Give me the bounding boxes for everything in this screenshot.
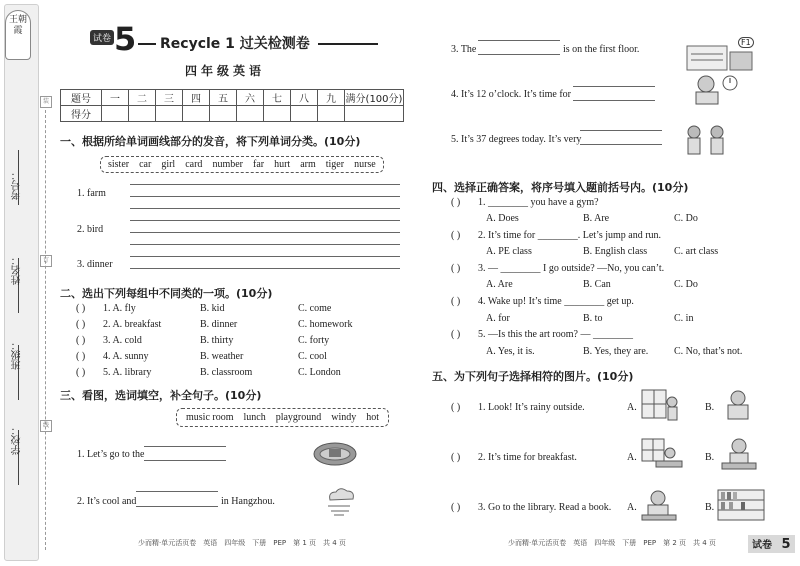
score-cell[interactable] xyxy=(210,106,237,122)
score-cell[interactable] xyxy=(156,106,183,122)
score-cell[interactable] xyxy=(183,106,210,122)
test-badge-label: 试卷 xyxy=(90,30,114,45)
answer-line[interactable] xyxy=(130,196,400,197)
page-tag xyxy=(748,535,795,553)
question-text: 2. It’s time for ________. Let’s jump and run. xyxy=(478,230,662,241)
answer-paren[interactable]: ( ) xyxy=(451,263,461,274)
picture-option-a[interactable]: A. xyxy=(627,452,637,463)
answer-line[interactable] xyxy=(130,220,400,221)
blank-line[interactable] xyxy=(136,506,218,507)
section4-heading: 四、选择正确答案，将序号填入题前括号内。(10分) xyxy=(432,181,689,194)
picture-option-a[interactable]: A. xyxy=(627,502,637,513)
option-a: 2. A. breakfast xyxy=(103,319,162,330)
question-text: 4. Wake up! It’s time ________ get up. xyxy=(478,296,634,307)
rainy-window-picture[interactable] xyxy=(640,388,680,422)
answer-line[interactable] xyxy=(130,232,400,233)
page-tag-label: 试卷 xyxy=(752,540,772,551)
question-text: 1. Look! It’s rainy outside. xyxy=(478,402,585,413)
page-title: Recycle 1 过关检测卷 xyxy=(160,36,310,52)
option-b: B. weather xyxy=(200,351,244,362)
score-col: 一 xyxy=(102,90,129,106)
full-score-col: 满分(100分) xyxy=(345,90,404,106)
score-col: 七 xyxy=(264,90,291,106)
footer-right: 少而精·单元活页卷 英语 四年级 下册 PEP 第 2 页 共 4 页 xyxy=(508,539,716,547)
section3-word-bank xyxy=(176,408,389,427)
option-a: A. for xyxy=(486,313,510,324)
answer-paren[interactable]: ( ) xyxy=(451,452,461,463)
option-b: B. Are xyxy=(583,213,610,224)
score-table xyxy=(60,89,404,122)
option-c: C. cool xyxy=(298,351,327,362)
option-a: A. Yes, it is. xyxy=(486,346,535,357)
option-c: C. Do xyxy=(674,279,698,290)
answer-paren[interactable]: ( ) xyxy=(451,402,461,413)
option-b: B. kid xyxy=(200,303,225,314)
question-text: 3. Go to the library. Read a book. xyxy=(478,502,612,513)
picture-option-b[interactable]: B. xyxy=(705,402,715,413)
option-b: B. Can xyxy=(583,279,611,290)
question-text: 3. — ________ I go outside? —No, you can’t. xyxy=(478,263,665,274)
option-b: B. classroom xyxy=(200,367,253,378)
option-a: A. Are xyxy=(486,279,513,290)
option-b: B. Yes, they are. xyxy=(583,346,649,357)
section1-heading: 一、根据所给单词画线部分的发音，将下列单词分类。(10分) xyxy=(60,135,361,148)
word: far xyxy=(252,159,265,170)
section3-heading: 三、看图，选词填空，补全句子。(10分) xyxy=(60,389,262,402)
blank-line[interactable] xyxy=(573,100,655,101)
answer-paren[interactable]: ( ) xyxy=(76,319,86,330)
word: lunch xyxy=(243,412,266,423)
blank-line[interactable] xyxy=(478,40,560,41)
word: windy xyxy=(331,412,357,423)
option-c: C. London xyxy=(298,367,341,378)
binding-marker: 装 xyxy=(40,96,52,108)
page-tag-number: 5 xyxy=(781,537,791,552)
answer-paren[interactable]: ( ) xyxy=(451,296,461,307)
answer-paren[interactable]: ( ) xyxy=(451,197,461,208)
blank-line[interactable] xyxy=(136,491,218,492)
child-at-desk-picture[interactable] xyxy=(640,437,684,471)
word: arm xyxy=(300,159,316,170)
blank-line[interactable] xyxy=(580,144,662,145)
child-reading-picture[interactable] xyxy=(718,388,758,422)
title-rule xyxy=(318,43,378,45)
answer-line[interactable] xyxy=(130,244,400,245)
blank-line[interactable] xyxy=(478,54,560,55)
answer-line[interactable] xyxy=(130,184,400,185)
question-text: 2. It’s time for breakfast. xyxy=(478,452,577,463)
option-b: B. thirty xyxy=(200,335,234,346)
picture-option-a[interactable]: A. xyxy=(627,402,637,413)
section3-q2: 2. It’s cool and xyxy=(77,496,137,507)
test-badge-number: 5 xyxy=(114,20,137,58)
option-c: C. in xyxy=(674,313,694,324)
answer-paren[interactable]: ( ) xyxy=(76,351,86,362)
answer-paren[interactable]: ( ) xyxy=(451,502,461,513)
score-col: 九 xyxy=(318,90,345,106)
option-c: C. come xyxy=(298,303,332,314)
section5-heading: 五、为下列句子选择相符的图片。(10分) xyxy=(432,370,634,383)
score-col: 四 xyxy=(183,90,210,106)
answer-paren[interactable]: ( ) xyxy=(76,335,86,346)
child-eating-picture[interactable] xyxy=(718,437,760,471)
floor-tag: F1 xyxy=(738,37,754,48)
option-a: A. PE class xyxy=(486,246,532,257)
binding-marker: 订 xyxy=(40,255,52,267)
option-a: 3. A. cold xyxy=(103,335,142,346)
section3-q5: 5. It’s 37 degrees today. It’s very xyxy=(451,134,582,145)
section3-q3: 3. The xyxy=(451,44,477,55)
publisher-logo: 王朝霞 xyxy=(5,10,31,60)
word: music room xyxy=(186,412,234,423)
score-cell[interactable] xyxy=(264,106,291,122)
section3-q1: 1. Let’s go to the xyxy=(77,449,145,460)
section2-heading: 二、选出下列每组中不同类的一项。(10分) xyxy=(60,287,273,300)
score-row-label: 得分 xyxy=(61,106,102,122)
answer-line[interactable] xyxy=(130,208,400,209)
picture-option-b[interactable]: B. xyxy=(705,502,715,513)
section1-item-3: 3. dinner xyxy=(77,259,113,270)
option-c: C. No, that’s not. xyxy=(674,346,743,357)
score-cell[interactable] xyxy=(345,106,404,122)
word: tiger xyxy=(325,159,345,170)
score-table-header: 题号 xyxy=(61,90,102,106)
word: hot xyxy=(366,412,380,423)
score-cell[interactable] xyxy=(102,106,129,122)
score-col: 八 xyxy=(291,90,318,106)
score-cell[interactable] xyxy=(237,106,264,122)
answer-paren[interactable]: ( ) xyxy=(451,329,461,340)
score-cell[interactable] xyxy=(291,106,318,122)
name-label: 姓名： xyxy=(12,255,23,285)
section3-q4: 4. It’s 12 o’clock. It’s time for xyxy=(451,89,571,100)
school-label: 学校： xyxy=(12,425,23,455)
exam-no-label: 考号： xyxy=(12,170,23,200)
word: car xyxy=(139,159,152,170)
score-cell[interactable] xyxy=(318,106,345,122)
question-text: 5. —Is this the art room? — ________ xyxy=(478,329,633,340)
blank-line[interactable] xyxy=(144,446,226,447)
class-label: 班级： xyxy=(12,340,23,370)
word: playground xyxy=(275,412,322,423)
score-col: 六 xyxy=(237,90,264,106)
blank-line[interactable] xyxy=(144,460,226,461)
blank-line[interactable] xyxy=(580,130,662,131)
score-cell[interactable] xyxy=(129,106,156,122)
title-rule xyxy=(138,43,156,45)
blank-line[interactable] xyxy=(573,86,655,87)
windy-weather-picture xyxy=(322,486,358,518)
option-c: C. homework xyxy=(298,319,353,330)
footer-left: 少而精·单元活页卷 英语 四年级 下册 PEP 第 1 页 共 4 页 xyxy=(138,539,346,547)
word: nurse xyxy=(354,159,376,170)
playground-picture xyxy=(312,440,358,466)
section1-item-2: 2. bird xyxy=(77,224,104,235)
word: sister xyxy=(108,159,130,170)
word: hurt xyxy=(274,159,291,170)
option-a: A. Does xyxy=(486,213,519,224)
option-a: 5. A. library xyxy=(103,367,152,378)
score-col: 五 xyxy=(210,90,237,106)
word: number xyxy=(212,159,243,170)
section3-q3-tail: is on the first floor. xyxy=(563,44,640,55)
answer-line[interactable] xyxy=(130,256,400,257)
score-col: 三 xyxy=(156,90,183,106)
section1-word-bank xyxy=(100,156,384,173)
section1-item-1: 1. farm xyxy=(77,188,106,199)
option-b: B. dinner xyxy=(200,319,238,330)
page-subtitle: 四年级英语 xyxy=(185,64,266,78)
word: card xyxy=(185,159,203,170)
option-c: C. Do xyxy=(674,213,698,224)
answer-paren[interactable]: ( ) xyxy=(76,367,86,378)
picture-option-b[interactable]: B. xyxy=(705,452,715,463)
hot-weather-picture xyxy=(684,122,730,158)
score-col: 二 xyxy=(129,90,156,106)
answer-paren[interactable]: ( ) xyxy=(451,230,461,241)
question-text: 1. ________ you have a gym? xyxy=(478,197,599,208)
lunch-time-picture xyxy=(690,73,740,107)
option-a: 1. A. fly xyxy=(103,303,136,314)
option-b: B. to xyxy=(583,313,603,324)
bookshelf-picture[interactable] xyxy=(716,488,766,522)
option-b: B. English class xyxy=(583,246,648,257)
word: girl xyxy=(161,159,176,170)
binding-marker: 线 xyxy=(40,420,52,432)
option-a: 4. A. sunny xyxy=(103,351,149,362)
child-desk-picture[interactable] xyxy=(640,488,678,522)
cut-line xyxy=(45,110,46,550)
option-c: C. forty xyxy=(298,335,330,346)
section3-q2-tail: in Hangzhou. xyxy=(221,496,275,507)
answer-paren[interactable]: ( ) xyxy=(76,303,86,314)
answer-line[interactable] xyxy=(130,268,400,269)
option-c: C. art class xyxy=(674,246,719,257)
